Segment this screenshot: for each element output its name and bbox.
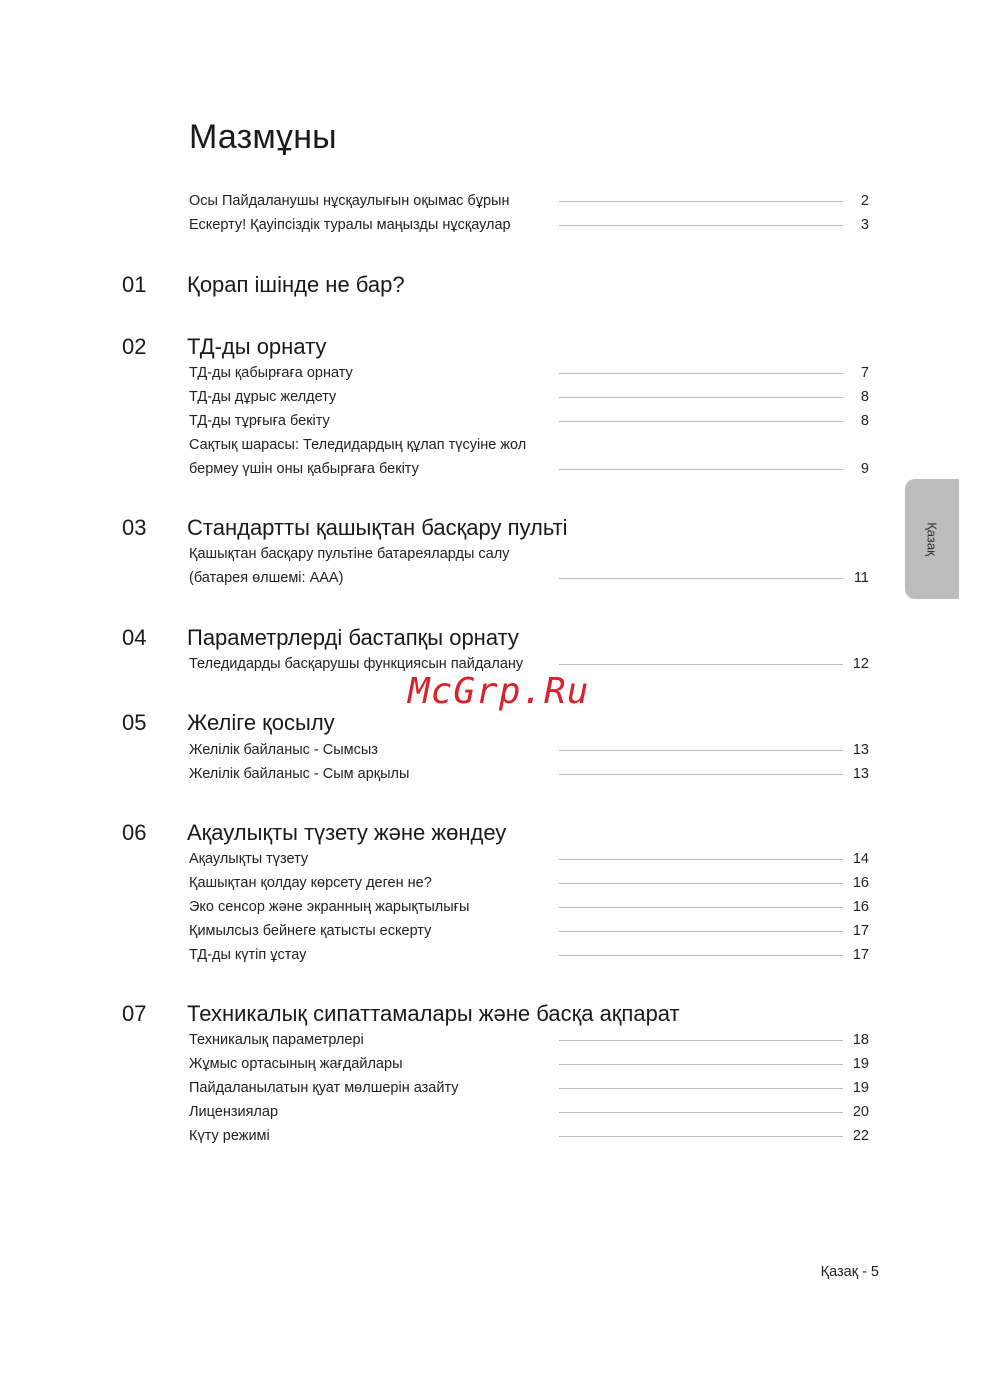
leader-line bbox=[559, 955, 843, 956]
toc-entry-label: бермеу үшін оны қабырғаға бекіту bbox=[189, 461, 419, 477]
toc-entry-page: 19 bbox=[852, 1056, 869, 1072]
section-title[interactable]: Қорап ішінде не бар? bbox=[187, 272, 405, 297]
toc-entry-page: 9 bbox=[860, 461, 869, 477]
leader-line bbox=[559, 774, 843, 775]
section-title[interactable]: Ақаулықты түзету және жөндеу bbox=[187, 820, 507, 845]
toc-entry-page: 16 bbox=[852, 899, 869, 915]
toc-entry-label: Теледидарды басқарушы функциясын пайдалану bbox=[189, 656, 524, 672]
toc-entry[interactable] bbox=[189, 944, 869, 966]
toc-entry-label: (батарея өлшемі: AAA) bbox=[189, 570, 344, 586]
toc-entry-label: ТД-ды тұрғыға бекіту bbox=[189, 413, 330, 429]
toc-entry[interactable] bbox=[189, 1053, 869, 1075]
section-number: 01 bbox=[122, 272, 147, 297]
toc-entry-label: ТД-ды күтіп ұстау bbox=[189, 947, 307, 963]
toc-entry-label: Ақаулықты түзету bbox=[189, 851, 309, 867]
section-title[interactable]: Параметрлерді бастапқы орнату bbox=[187, 625, 519, 650]
toc-entry[interactable] bbox=[189, 896, 869, 918]
page-title: Мазмұны bbox=[189, 118, 337, 156]
toc-entry-page: 8 bbox=[860, 413, 869, 429]
leader-line bbox=[559, 883, 843, 884]
leader-line bbox=[559, 664, 843, 665]
toc-entry[interactable] bbox=[189, 872, 869, 894]
toc-entry-page: 20 bbox=[852, 1104, 869, 1120]
section-title[interactable]: Стандартты қашықтан басқару пульті bbox=[187, 515, 568, 540]
toc-entry-label: Эко сенсор және экранның жарықтылығы bbox=[189, 899, 470, 915]
toc-entry-label: ТД-ды қабырғаға орнату bbox=[189, 365, 353, 381]
toc-entry-label: Сақтық шарасы: Теледидардың құлап түсуіне жол bbox=[189, 437, 527, 453]
toc-entry-label: Желілік байланыс - Сымсыз bbox=[189, 742, 378, 758]
section-number: 06 bbox=[122, 820, 147, 845]
toc-entry-page: 11 bbox=[853, 570, 869, 586]
toc-entry-label: Ескерту! Қауіпсіздік туралы маңызды нұсқаулар bbox=[189, 217, 511, 233]
leader-line bbox=[559, 1064, 843, 1065]
leader-line bbox=[559, 859, 843, 860]
toc-entry-label: Жұмыс ортасының жағдайлары bbox=[189, 1056, 403, 1072]
toc-entry-label: Қашықтан басқару пультіне батареяларды салу bbox=[189, 546, 510, 562]
leader-line bbox=[559, 1112, 843, 1113]
toc-entry[interactable] bbox=[189, 567, 869, 589]
leader-line bbox=[559, 225, 843, 226]
leader-line bbox=[559, 469, 843, 470]
toc-entry[interactable] bbox=[189, 214, 869, 236]
toc-entry-page: 13 bbox=[852, 766, 869, 782]
toc-entry-page: 18 bbox=[852, 1032, 869, 1048]
toc-entry-label: Осы Пайдаланушы нұсқаулығын оқымас бұрын bbox=[189, 193, 510, 209]
language-side-tab[interactable] bbox=[905, 479, 959, 599]
toc-entry-label: Лицензиялар bbox=[189, 1104, 279, 1120]
toc-entry[interactable] bbox=[189, 386, 869, 408]
toc-entry-page: 7 bbox=[860, 365, 869, 381]
leader-line bbox=[559, 907, 843, 908]
toc-entry-page: 13 bbox=[852, 742, 869, 758]
section-number: 02 bbox=[122, 334, 147, 359]
language-tab-label: Қазақ bbox=[924, 522, 940, 556]
toc-entry-page: 19 bbox=[852, 1080, 869, 1096]
watermark: McGrp.Ru bbox=[408, 671, 590, 712]
toc-entry[interactable] bbox=[189, 739, 869, 761]
section-number: 07 bbox=[122, 1001, 147, 1026]
leader-line bbox=[559, 1040, 843, 1041]
section-title[interactable]: ТД-ды орнату bbox=[187, 334, 327, 359]
toc-entry-page: 17 bbox=[852, 923, 869, 939]
toc-entry[interactable] bbox=[189, 1101, 869, 1123]
page-footer: Қазақ - 5 bbox=[820, 1264, 879, 1280]
toc-entry-label: Қашықтан қолдау көрсету деген не? bbox=[189, 875, 432, 891]
leader-line bbox=[559, 201, 843, 202]
leader-line bbox=[559, 931, 843, 932]
toc-entry-label: Күту режимі bbox=[189, 1128, 270, 1144]
toc-entry-label: Техникалық параметрлері bbox=[189, 1032, 364, 1048]
toc-entry[interactable] bbox=[189, 190, 869, 212]
toc-entry[interactable] bbox=[189, 763, 869, 785]
leader-line bbox=[559, 421, 843, 422]
toc-entry[interactable] bbox=[189, 1125, 869, 1147]
toc-entry[interactable] bbox=[189, 848, 869, 870]
toc-entry-line1[interactable] bbox=[189, 434, 869, 456]
toc-entry-label: Қимылсыз бейнеге қатысты ескерту bbox=[189, 923, 432, 939]
leader-line bbox=[559, 750, 843, 751]
toc-entry-page: 12 bbox=[852, 656, 869, 672]
section-number: 04 bbox=[122, 625, 147, 650]
leader-line bbox=[559, 1136, 843, 1137]
toc-entry-page: 2 bbox=[860, 193, 869, 209]
toc-entry-page: 14 bbox=[852, 851, 869, 867]
toc-entry-label: Желілік байланыс - Сым арқылы bbox=[189, 766, 410, 782]
toc-entry-page: 3 bbox=[860, 217, 869, 233]
toc-entry-label: ТД-ды дұрыс желдету bbox=[189, 389, 337, 405]
toc-entry-label: Пайдаланылатын қуат мөлшерін азайту bbox=[189, 1080, 459, 1096]
section-title[interactable]: Желіге қосылу bbox=[187, 710, 335, 735]
toc-entry-line1[interactable] bbox=[189, 543, 869, 565]
leader-line bbox=[559, 373, 843, 374]
toc-entry-page: 8 bbox=[860, 389, 869, 405]
section-number: 03 bbox=[122, 515, 147, 540]
toc-entry[interactable] bbox=[189, 1077, 869, 1099]
toc-entry[interactable] bbox=[189, 458, 869, 480]
toc-entry[interactable] bbox=[189, 920, 869, 942]
toc-entry[interactable] bbox=[189, 362, 869, 384]
leader-line bbox=[559, 397, 843, 398]
toc-entry-page: 22 bbox=[852, 1128, 869, 1144]
leader-line bbox=[559, 578, 843, 579]
toc-entry[interactable] bbox=[189, 1029, 869, 1051]
leader-line bbox=[559, 1088, 843, 1089]
toc-entry[interactable] bbox=[189, 410, 869, 432]
toc-entry-page: 16 bbox=[852, 875, 869, 891]
section-title[interactable]: Техникалық сипаттамалары және басқа ақпарат bbox=[187, 1001, 680, 1026]
section-number: 05 bbox=[122, 710, 147, 735]
toc-entry-page: 17 bbox=[852, 947, 869, 963]
